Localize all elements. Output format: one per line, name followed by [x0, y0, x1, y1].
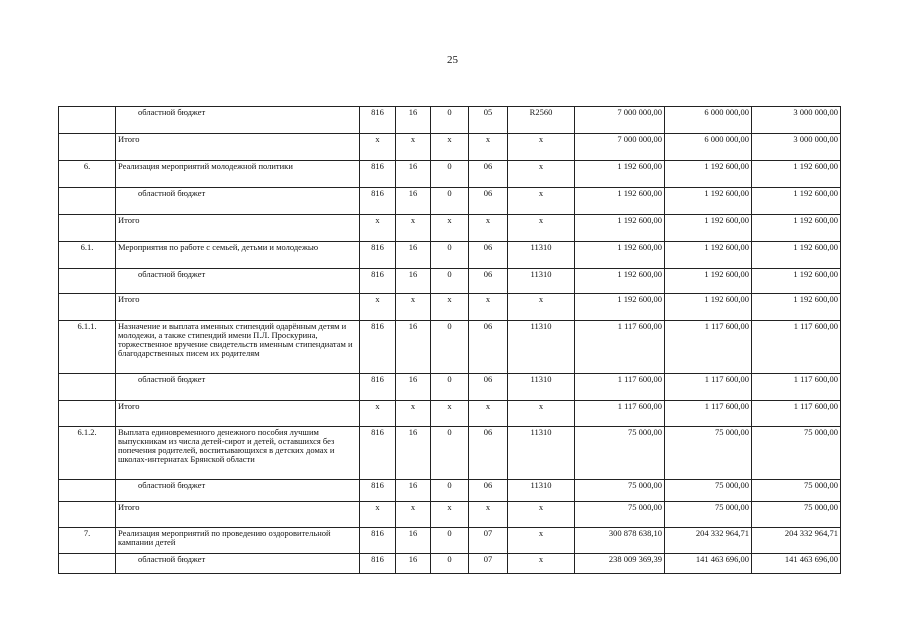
row-section: 16 — [396, 161, 431, 188]
row-amount-3: 1 192 600,00 — [752, 215, 841, 242]
row-code: x — [508, 215, 575, 242]
row-number — [59, 294, 116, 321]
row-number — [59, 401, 116, 427]
row-subsection: 0 — [431, 427, 469, 480]
table-row — [59, 528, 841, 554]
row-section: 16 — [396, 242, 431, 269]
row-section: x — [396, 502, 431, 528]
row-amount-1: 1 117 600,00 — [575, 374, 665, 401]
row-name: Итого — [116, 294, 360, 321]
row-subsection: 0 — [431, 242, 469, 269]
row-amount-1: 300 878 638,10 — [575, 528, 665, 554]
row-amount-2: 75 000,00 — [665, 502, 752, 528]
row-adm: x — [360, 401, 396, 427]
row-amount-2: 1 117 600,00 — [665, 374, 752, 401]
row-code: x — [508, 161, 575, 188]
page-number: 25 — [447, 54, 458, 66]
row-code: x — [508, 294, 575, 321]
row-adm: x — [360, 294, 396, 321]
row-section: 16 — [396, 554, 431, 574]
table-row — [59, 427, 841, 480]
row-group: x — [469, 502, 508, 528]
row-subsection: 0 — [431, 321, 469, 374]
row-amount-2: 6 000 000,00 — [665, 134, 752, 161]
row-adm: x — [360, 215, 396, 242]
row-section: 16 — [396, 188, 431, 215]
row-group: 06 — [469, 321, 508, 374]
row-amount-2: 75 000,00 — [665, 427, 752, 480]
row-amount-2: 1 192 600,00 — [665, 269, 752, 294]
row-name: Итого — [116, 502, 360, 528]
row-group: 07 — [469, 554, 508, 574]
row-code: x — [508, 502, 575, 528]
row-group: 06 — [469, 480, 508, 502]
table-row — [59, 554, 841, 574]
row-subsection: x — [431, 215, 469, 242]
table-row — [59, 294, 841, 321]
row-number — [59, 374, 116, 401]
row-amount-3: 75 000,00 — [752, 480, 841, 502]
row-amount-2: 6 000 000,00 — [665, 107, 752, 134]
row-group: 06 — [469, 374, 508, 401]
row-amount-2: 1 192 600,00 — [665, 294, 752, 321]
row-number — [59, 480, 116, 502]
budget-table — [58, 106, 841, 574]
row-code: x — [508, 401, 575, 427]
row-number: 6.1.2. — [59, 427, 116, 480]
row-group: x — [469, 294, 508, 321]
row-adm: 816 — [360, 161, 396, 188]
row-subsection: 0 — [431, 188, 469, 215]
row-amount-1: 1 192 600,00 — [575, 242, 665, 269]
row-number — [59, 502, 116, 528]
row-code: 11310 — [508, 321, 575, 374]
row-amount-1: 7 000 000,00 — [575, 134, 665, 161]
row-subsection: 0 — [431, 480, 469, 502]
table-row — [59, 215, 841, 242]
row-amount-2: 1 192 600,00 — [665, 242, 752, 269]
row-adm: 816 — [360, 242, 396, 269]
row-group: 07 — [469, 528, 508, 554]
row-number — [59, 554, 116, 574]
table-row — [59, 374, 841, 401]
row-adm: 816 — [360, 107, 396, 134]
row-name: областной бюджет — [116, 374, 360, 401]
row-code: 11310 — [508, 269, 575, 294]
row-adm: x — [360, 134, 396, 161]
row-name: Итого — [116, 215, 360, 242]
row-subsection: 0 — [431, 161, 469, 188]
row-amount-2: 1 192 600,00 — [665, 161, 752, 188]
row-subsection: x — [431, 294, 469, 321]
row-name: Реализация мероприятий молодежной политики — [116, 161, 360, 188]
row-amount-3: 1 192 600,00 — [752, 188, 841, 215]
row-subsection: x — [431, 502, 469, 528]
row-section: 16 — [396, 269, 431, 294]
row-amount-3: 1 192 600,00 — [752, 161, 841, 188]
row-group: x — [469, 215, 508, 242]
row-subsection: 0 — [431, 554, 469, 574]
row-section: x — [396, 401, 431, 427]
row-amount-2: 1 117 600,00 — [665, 401, 752, 427]
row-name: областной бюджет — [116, 107, 360, 134]
row-number: 7. — [59, 528, 116, 554]
row-group: 06 — [469, 161, 508, 188]
table-row — [59, 188, 841, 215]
row-section: 16 — [396, 427, 431, 480]
row-group: 06 — [469, 427, 508, 480]
table-row — [59, 242, 841, 269]
row-adm: 816 — [360, 188, 396, 215]
row-name: Мероприятия по работе с семьей, детьми и молодежью — [116, 242, 360, 269]
row-name: Итого — [116, 134, 360, 161]
row-code: 11310 — [508, 374, 575, 401]
table-row — [59, 161, 841, 188]
row-code: 11310 — [508, 427, 575, 480]
row-section: x — [396, 294, 431, 321]
row-amount-1: 75 000,00 — [575, 502, 665, 528]
row-adm: 816 — [360, 269, 396, 294]
row-name: областной бюджет — [116, 188, 360, 215]
row-code: 11310 — [508, 480, 575, 502]
row-number — [59, 269, 116, 294]
row-group: 06 — [469, 188, 508, 215]
row-number: 6.1. — [59, 242, 116, 269]
row-amount-1: 1 117 600,00 — [575, 321, 665, 374]
row-amount-3: 1 192 600,00 — [752, 294, 841, 321]
row-amount-1: 1 192 600,00 — [575, 188, 665, 215]
row-amount-1: 1 117 600,00 — [575, 401, 665, 427]
row-group: 05 — [469, 107, 508, 134]
row-amount-2: 75 000,00 — [665, 480, 752, 502]
row-name: Выплата единовременного денежного пособия лучшим выпускникам из числа детей-сирот и детей, оставшихся без попечения родителей, воспитывающихся в детских домах и школах-интернатах Брянской области — [116, 427, 360, 480]
row-amount-3: 141 463 696,00 — [752, 554, 841, 574]
table-row — [59, 321, 841, 374]
table-row — [59, 401, 841, 427]
row-name: Назначение и выплата именных стипендий одарённым детям и молодежи, а также стипендий имени П.Л. Проскурина, торжественное вручение свидетельств именным стипендиатам и благодарственных писем их родителям — [116, 321, 360, 374]
row-section: x — [396, 215, 431, 242]
budget-table-body — [59, 107, 841, 574]
row-amount-3: 75 000,00 — [752, 502, 841, 528]
row-subsection: 0 — [431, 269, 469, 294]
row-amount-3: 3 000 000,00 — [752, 107, 841, 134]
row-amount-3: 1 117 600,00 — [752, 374, 841, 401]
row-group: x — [469, 401, 508, 427]
row-amount-2: 204 332 964,71 — [665, 528, 752, 554]
row-amount-1: 75 000,00 — [575, 480, 665, 502]
row-code: R2560 — [508, 107, 575, 134]
row-subsection: x — [431, 134, 469, 161]
row-amount-1: 1 192 600,00 — [575, 269, 665, 294]
row-number — [59, 188, 116, 215]
row-name: Реализация мероприятий по проведению оздоровительной кампании детей — [116, 528, 360, 554]
table-row — [59, 480, 841, 502]
row-adm: 816 — [360, 528, 396, 554]
row-subsection: 0 — [431, 528, 469, 554]
row-number: 6. — [59, 161, 116, 188]
row-code: x — [508, 188, 575, 215]
row-section: 16 — [396, 480, 431, 502]
row-amount-1: 7 000 000,00 — [575, 107, 665, 134]
row-subsection: 0 — [431, 374, 469, 401]
row-section: 16 — [396, 528, 431, 554]
row-subsection: x — [431, 401, 469, 427]
row-amount-1: 1 192 600,00 — [575, 294, 665, 321]
row-amount-3: 1 117 600,00 — [752, 401, 841, 427]
row-number — [59, 107, 116, 134]
row-amount-3: 1 192 600,00 — [752, 242, 841, 269]
table-row — [59, 269, 841, 294]
row-adm: 816 — [360, 554, 396, 574]
row-amount-1: 1 192 600,00 — [575, 215, 665, 242]
row-amount-2: 1 117 600,00 — [665, 321, 752, 374]
row-code: x — [508, 134, 575, 161]
row-amount-1: 238 009 369,39 — [575, 554, 665, 574]
row-group: 06 — [469, 269, 508, 294]
table-row — [59, 107, 841, 134]
row-amount-3: 1 117 600,00 — [752, 321, 841, 374]
row-name: Итого — [116, 401, 360, 427]
row-name: областной бюджет — [116, 269, 360, 294]
row-group: x — [469, 134, 508, 161]
row-group: 06 — [469, 242, 508, 269]
row-amount-2: 1 192 600,00 — [665, 215, 752, 242]
row-code: x — [508, 528, 575, 554]
row-section: 16 — [396, 321, 431, 374]
row-number: 6.1.1. — [59, 321, 116, 374]
row-number — [59, 215, 116, 242]
row-adm: 816 — [360, 374, 396, 401]
row-code: x — [508, 554, 575, 574]
row-amount-3: 204 332 964,71 — [752, 528, 841, 554]
row-adm: 816 — [360, 321, 396, 374]
row-amount-1: 1 192 600,00 — [575, 161, 665, 188]
row-section: 16 — [396, 374, 431, 401]
row-amount-2: 1 192 600,00 — [665, 188, 752, 215]
row-amount-2: 141 463 696,00 — [665, 554, 752, 574]
row-amount-3: 3 000 000,00 — [752, 134, 841, 161]
row-number — [59, 134, 116, 161]
row-amount-3: 75 000,00 — [752, 427, 841, 480]
row-code: 11310 — [508, 242, 575, 269]
row-amount-1: 75 000,00 — [575, 427, 665, 480]
row-section: 16 — [396, 107, 431, 134]
table-row — [59, 502, 841, 528]
row-section: x — [396, 134, 431, 161]
row-adm: 816 — [360, 427, 396, 480]
row-amount-3: 1 192 600,00 — [752, 269, 841, 294]
row-adm: x — [360, 502, 396, 528]
row-subsection: 0 — [431, 107, 469, 134]
row-name: областной бюджет — [116, 480, 360, 502]
row-adm: 816 — [360, 480, 396, 502]
table-row — [59, 134, 841, 161]
row-name: областной бюджет — [116, 554, 360, 574]
